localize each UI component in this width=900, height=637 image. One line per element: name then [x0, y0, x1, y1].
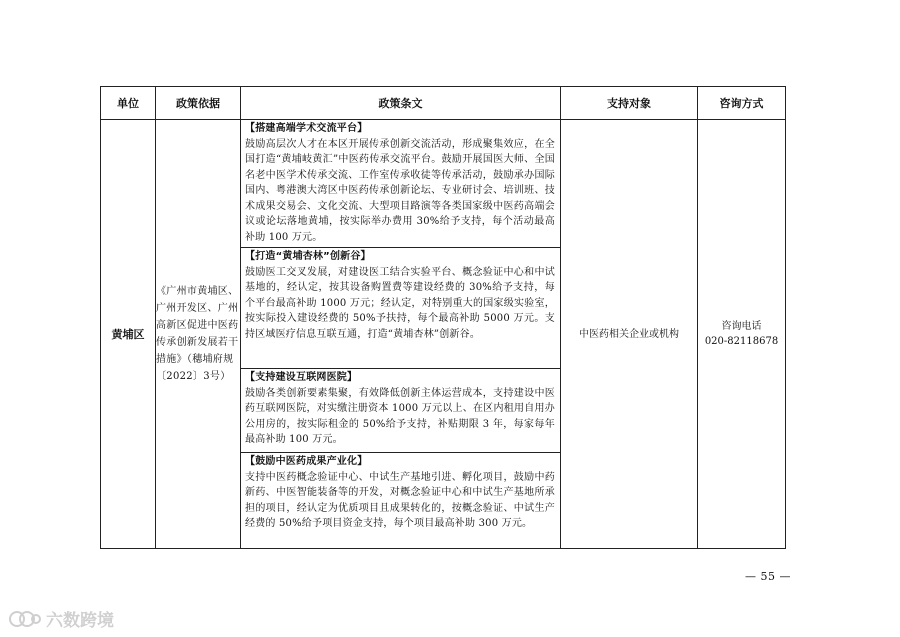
cell-clauses: [241, 120, 561, 549]
clause-text: 鼓励医工交叉发展，对建设医工结合实验平台、概念验证中心和中试基地的，经认定，按其设备购置费等建设经费的 30%给予支持，每个平台最高补助 1000 万元；经认定，对特别重大的国家级实验室，按实际投入建设经费的 50%予扶持，每个最高补助 5000 万元。支持区域医疗信息互联互通，打造“黄埔杏林”创新谷。: [245, 266, 555, 340]
watermark-logo-icon: [8, 609, 42, 629]
header-unit: 单位: [101, 87, 156, 120]
clause-title: 【支持建设互联网医院】: [245, 372, 358, 383]
header-basis: 政策依据: [156, 87, 241, 120]
clause-title: 【鼓励中医药成果产业化】: [245, 456, 368, 467]
policy-table: [100, 86, 786, 549]
cell-contact: [698, 120, 786, 549]
table-row: [101, 120, 786, 549]
clause-title: 【打造“黄埔杏林”创新谷】: [245, 251, 371, 262]
table-header-row: [101, 87, 786, 120]
page-number: — 55 —: [745, 570, 791, 583]
header-contact: 咨询方式: [698, 87, 786, 120]
clause-title: 【搭建高端学术交流平台】: [245, 123, 368, 134]
header-clauses: 政策条文: [241, 87, 561, 120]
cell-basis: 《广州市黄埔区、广州开发区、广州高新区促进中医药传承创新发展若干措施》（穗埔府规〔2022〕3号）: [156, 120, 241, 549]
watermark-text: 六数跨境: [46, 611, 114, 631]
clause-block: [241, 120, 560, 247]
clause-block: [241, 247, 560, 368]
contact-phone: 020-82118678: [704, 336, 779, 347]
cell-unit: 黄埔区: [101, 120, 156, 549]
clause-text: 鼓励高层次人才在本区开展传承创新交流活动，形成聚集效应，在全国打造“黄埔岐黄汇”中医药传承交流平台。鼓励开展国医大师、全国名老中医学术传承交流、工作室传承收徒等传承活动，鼓励承办国际国内、粤港澳大湾区中医药传承创新论坛、专业研讨会、培训班、技术成果交易会、文化交流、大型项目路演等各类国家级中医药高端会议或论坛落地黄埔，按实际举办费用 30%给予支持，每个活动最高补助 100 万元。: [245, 138, 555, 243]
watermark: [8, 606, 114, 631]
header-target: 支持对象: [561, 87, 698, 120]
clause-text: 支持中医药概念验证中心、中试生产基地引进、孵化项目，鼓励中药新药、中医智能装备等的开发，对概念验证中心和中试生产基地所承担的项目，经认定为优质项目且成果转化的，按概念验证、中试生产经费的 50%给予项目资金支持，每个项目最高补助 300 万元。: [245, 471, 555, 529]
cell-target: 中医药相关企业或机构: [561, 120, 698, 549]
clause-text: 鼓励各类创新要素集聚，有效降低创新主体运营成本，支持建设中医药互联网医院，对实缴注册资本 1000 万元以上、在区内租用自用办公用房的，按实际租金的 50%给予支持，补贴期限 3 年，每家每年最高补助 100 万元。: [245, 387, 555, 445]
contact-label: 咨询电话: [721, 321, 762, 332]
clause-block: [241, 452, 560, 548]
clause-block: [241, 368, 560, 452]
